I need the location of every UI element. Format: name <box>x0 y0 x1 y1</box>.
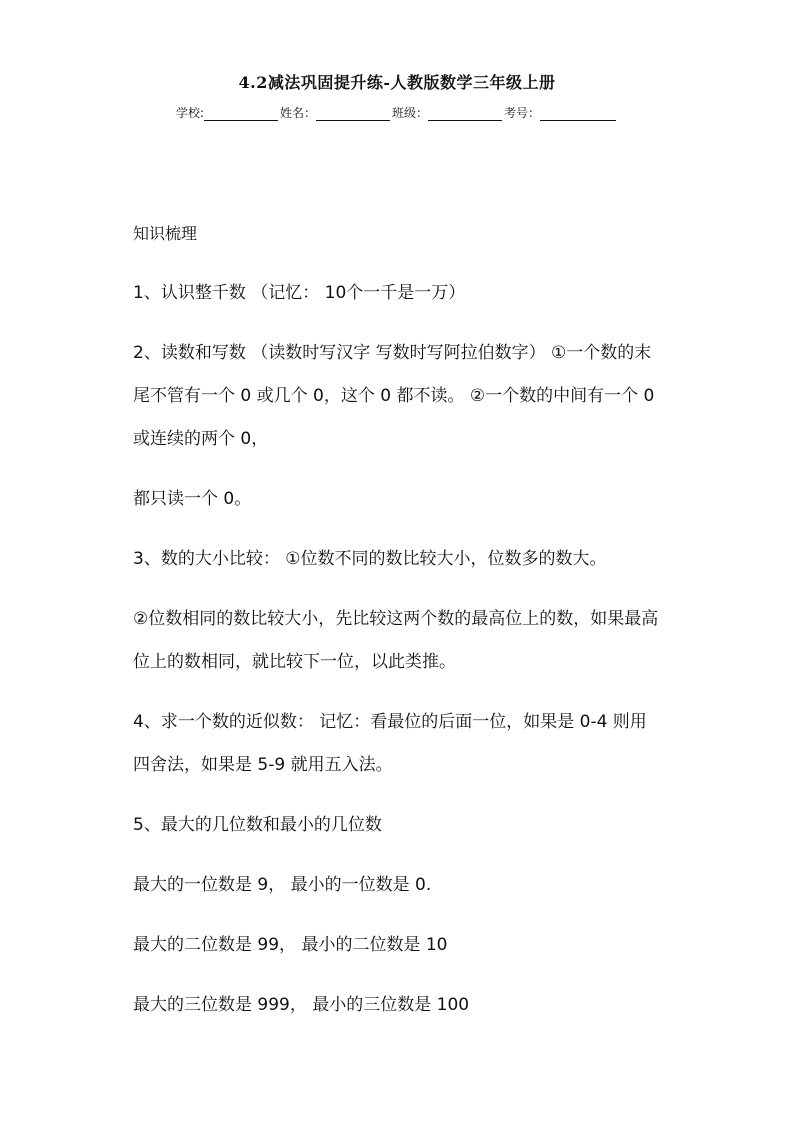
paragraph-6: 4、求一个数的近似数： 记忆：看最位的后面一位，如果是 0-4 则用四舍法，如果是 5-9 就用五入法。 <box>133 712 647 775</box>
exam-number-blank <box>540 107 616 121</box>
school-label: 学校: <box>175 106 204 120</box>
paragraph-8: 最大的一位数是 9， 最小的一位数是 0. <box>133 875 432 895</box>
section-heading: 知识梳理 <box>133 224 198 243</box>
exam-number-label: 考号： <box>504 106 541 120</box>
paragraph-5: ②位数相同的数比较大小，先比较这两个数的最高位上的数，如果最高位上的数相同，就比较下一位，以此类推。 <box>133 609 659 672</box>
exam-number-field <box>504 104 618 121</box>
paragraph-1: 1、认识整千数 （记忆： 10个一千是一万） <box>133 283 466 303</box>
class-field <box>392 104 504 121</box>
name-blank <box>316 107 390 121</box>
document-body <box>133 212 663 1044</box>
paragraph-9: 最大的二位数是 99， 最小的二位数是 10 <box>133 935 448 955</box>
school-field <box>176 104 280 121</box>
page-title: 4.2减法巩固提升练-人教版数学三年级上册 <box>238 73 556 92</box>
paragraph-10: 最大的三位数是 999， 最小的三位数是 100 <box>133 995 470 1015</box>
school-blank <box>204 107 278 121</box>
paragraph-3: 都只读一个 0。 <box>133 489 252 509</box>
paragraph-7: 5、最大的几位数和最小的几位数 <box>133 815 382 835</box>
paragraph-4: 3、数的大小比较： ①位数不同的数比较大小，位数多的数大。 <box>133 549 607 569</box>
name-label: 姓名： <box>280 106 317 120</box>
class-blank <box>428 107 502 121</box>
paragraph-2: 2、读数和写数 （读数时写汉字 写数时写阿拉伯数字） ①一个数的末尾不管有一个 0 或几个 0，这个 0 都不读。 ②一个数的中间有一个 0 或连续的两个 0， <box>133 343 655 449</box>
student-info-line <box>0 104 794 121</box>
name-field <box>280 104 392 121</box>
class-label: 班级： <box>392 106 429 120</box>
